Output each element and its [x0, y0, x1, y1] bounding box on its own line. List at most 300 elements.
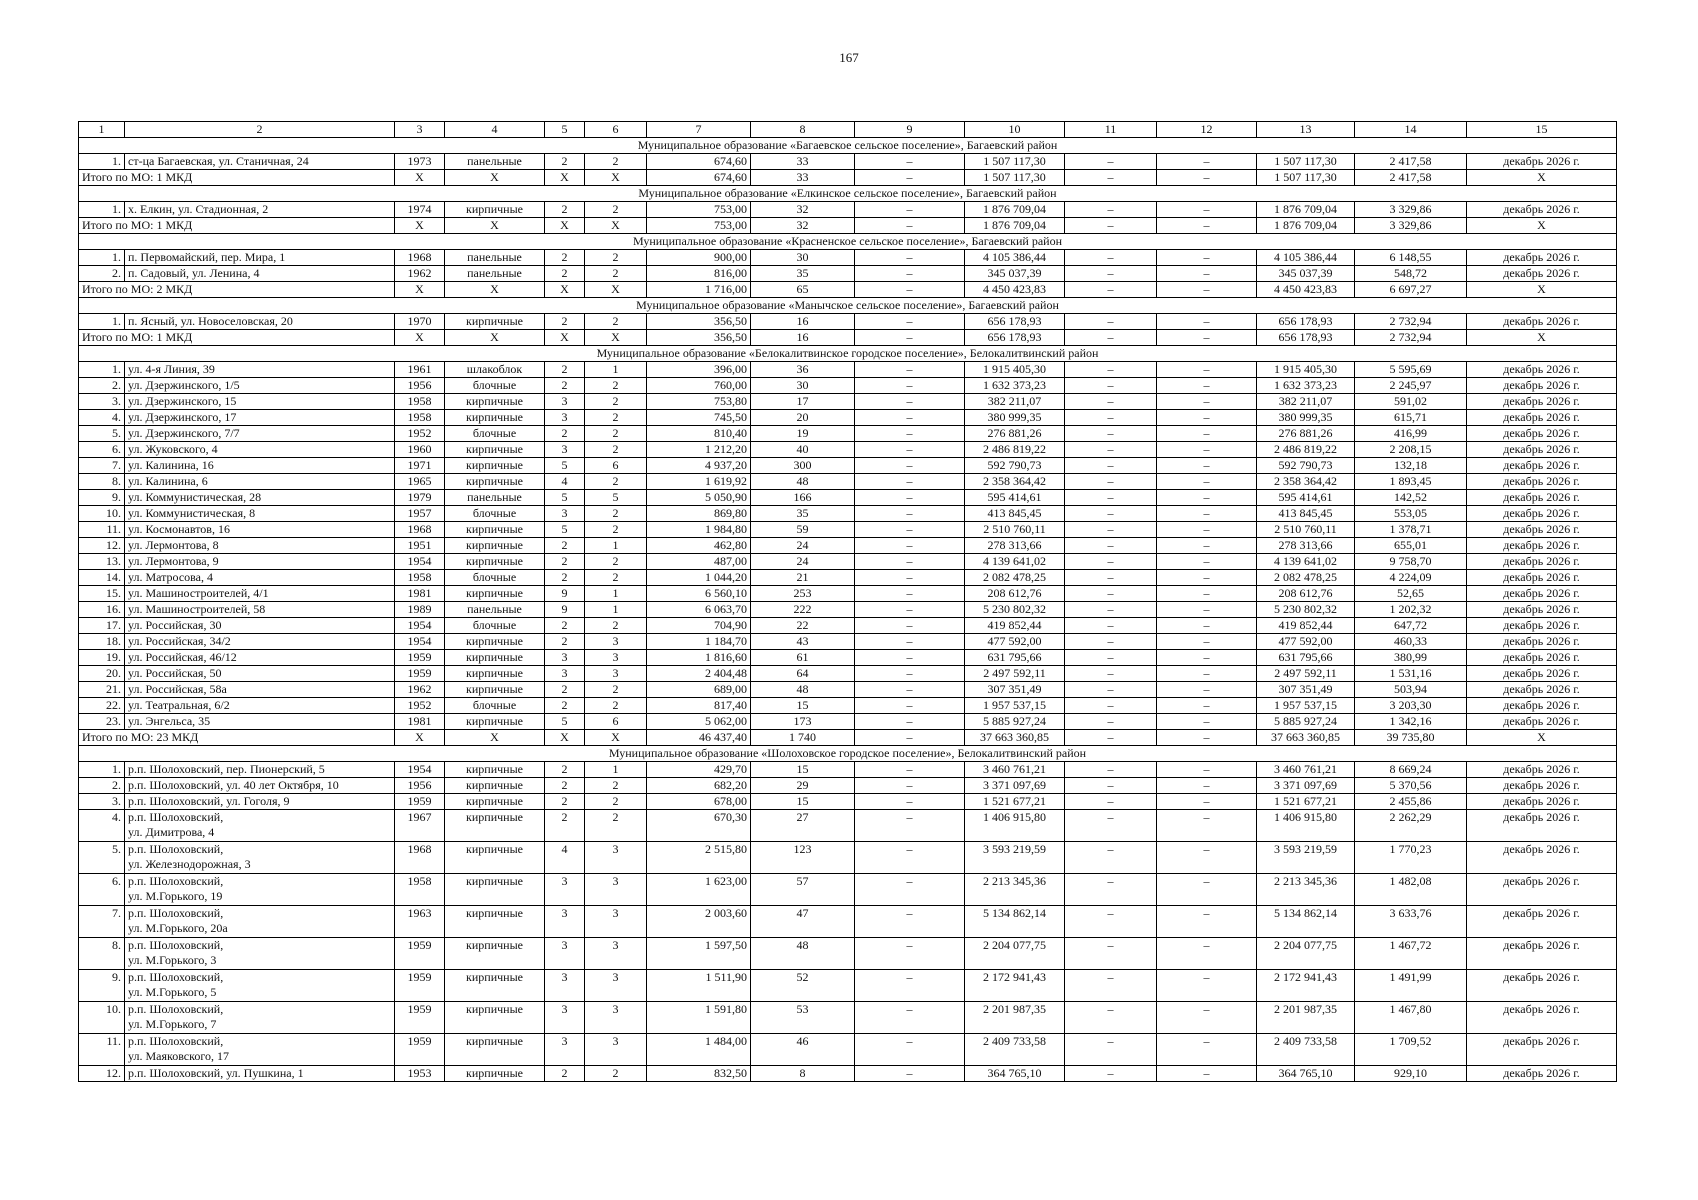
- cell-mat: кирпичные: [445, 714, 545, 730]
- cell-ent: 3: [585, 666, 647, 682]
- cell-year: 1963: [395, 906, 445, 938]
- cell-c13: 2 172 941,43: [1257, 970, 1355, 1002]
- municipality-title: Муниципальное образование «Манычское сельское поселение», Багаевский район: [79, 298, 1617, 314]
- cell-c12: –: [1157, 394, 1257, 410]
- section-header-row: [79, 346, 1617, 362]
- cell-fl: 2: [545, 154, 585, 170]
- total-label: Итого по МО: 23 МКД: [79, 730, 395, 746]
- row-number: 3.: [79, 794, 125, 810]
- column-number-header: 12: [1157, 122, 1257, 138]
- column-number-header: 6: [585, 122, 647, 138]
- cell-c11: –: [1065, 522, 1157, 538]
- cell-area: 1 044,20: [647, 570, 751, 586]
- cell-c11: –: [1065, 682, 1157, 698]
- cell-ent: 2: [585, 426, 647, 442]
- address-cell: ул. Российская, 46/12: [125, 650, 395, 666]
- cell-mat: кирпичные: [445, 202, 545, 218]
- cell-c10: 1 957 537,15: [965, 698, 1065, 714]
- table-row: [79, 618, 1617, 634]
- address-cell: п. Первомайский, пер. Мира, 1: [125, 250, 395, 266]
- cell-c14: 5 595,69: [1355, 362, 1467, 378]
- cell-fl: 2: [545, 554, 585, 570]
- cell-c15: декабрь 2026 г.: [1467, 202, 1617, 218]
- cell-area: 1 591,80: [647, 1002, 751, 1034]
- address-cell: ул. Энгельса, 35: [125, 714, 395, 730]
- cell-c12: –: [1157, 202, 1257, 218]
- cell-c12: –: [1157, 586, 1257, 602]
- cell-c11: –: [1065, 154, 1157, 170]
- cell-c14: 1 709,52: [1355, 1034, 1467, 1066]
- row-number: 1.: [79, 250, 125, 266]
- cell-c12: –: [1157, 554, 1257, 570]
- address-line-2: ул. Димитрова, 4: [128, 825, 215, 839]
- cell-ent: 2: [585, 442, 647, 458]
- column-number-header: 5: [545, 122, 585, 138]
- cell-c15: декабрь 2026 г.: [1467, 442, 1617, 458]
- cell-c11: –: [1065, 602, 1157, 618]
- cell-c10: 4 105 386,44: [965, 250, 1065, 266]
- cell-c14: 2 455,86: [1355, 794, 1467, 810]
- total-c10: 1 876 709,04: [965, 218, 1065, 234]
- cell-year: 1968: [395, 522, 445, 538]
- cell-c14: 647,72: [1355, 618, 1467, 634]
- cell-fl: 9: [545, 602, 585, 618]
- cell-c14: 1 531,16: [1355, 666, 1467, 682]
- address-cell: ул. Дзержинского, 1/5: [125, 378, 395, 394]
- cell-c12: –: [1157, 250, 1257, 266]
- cell-area: 462,80: [647, 538, 751, 554]
- cell-mat: панельные: [445, 266, 545, 282]
- cell-fl: 3: [545, 410, 585, 426]
- cell-res: 24: [751, 538, 855, 554]
- table-row: [79, 682, 1617, 698]
- cell-area: 5 050,90: [647, 490, 751, 506]
- cell-c10: 1 521 677,21: [965, 794, 1065, 810]
- cell-c9: –: [855, 762, 965, 778]
- cell-c10: 276 881,26: [965, 426, 1065, 442]
- cell-ent: 3: [585, 970, 647, 1002]
- row-number: 1.: [79, 202, 125, 218]
- cell-res: 35: [751, 506, 855, 522]
- total-c15: Х: [1467, 730, 1617, 746]
- table-row: [79, 778, 1617, 794]
- row-number: 3.: [79, 394, 125, 410]
- cell-c9: –: [855, 586, 965, 602]
- cell-c13: 477 592,00: [1257, 634, 1355, 650]
- cell-c9: –: [855, 442, 965, 458]
- cell-c11: –: [1065, 586, 1157, 602]
- cell-year: 1956: [395, 778, 445, 794]
- cell-c15: декабрь 2026 г.: [1467, 762, 1617, 778]
- cell-c15: декабрь 2026 г.: [1467, 506, 1617, 522]
- cell-c15: декабрь 2026 г.: [1467, 650, 1617, 666]
- cell-ent: 3: [585, 1034, 647, 1066]
- total-mat: Х: [445, 218, 545, 234]
- cell-c15: декабрь 2026 г.: [1467, 250, 1617, 266]
- cell-area: 1 484,00: [647, 1034, 751, 1066]
- cell-mat: панельные: [445, 154, 545, 170]
- cell-c15: декабрь 2026 г.: [1467, 474, 1617, 490]
- total-row: [79, 330, 1617, 346]
- cell-c15: декабрь 2026 г.: [1467, 1034, 1617, 1066]
- cell-year: 1968: [395, 250, 445, 266]
- row-number: 21.: [79, 682, 125, 698]
- total-row: [79, 730, 1617, 746]
- row-number: 9.: [79, 970, 125, 1002]
- row-number: 4.: [79, 810, 125, 842]
- cell-c11: –: [1065, 810, 1157, 842]
- cell-c10: 3 371 097,69: [965, 778, 1065, 794]
- cell-c12: –: [1157, 506, 1257, 522]
- cell-c15: декабрь 2026 г.: [1467, 154, 1617, 170]
- cell-c13: 382 211,07: [1257, 394, 1355, 410]
- cell-c9: –: [855, 938, 965, 970]
- address-line-1: р.п. Шолоховский,: [128, 842, 224, 856]
- cell-c10: 382 211,07: [965, 394, 1065, 410]
- cell-ent: 2: [585, 474, 647, 490]
- total-label: Итого по МО: 1 МКД: [79, 170, 395, 186]
- total-c9: –: [855, 282, 965, 298]
- address-line-2: ул. М.Горького, 5: [128, 985, 217, 999]
- cell-ent: 2: [585, 1066, 647, 1082]
- cell-c12: –: [1157, 842, 1257, 874]
- cell-c10: 345 037,39: [965, 266, 1065, 282]
- total-c13: 37 663 360,85: [1257, 730, 1355, 746]
- cell-c12: –: [1157, 698, 1257, 714]
- cell-c15: декабрь 2026 г.: [1467, 1066, 1617, 1082]
- cell-year: 1981: [395, 714, 445, 730]
- cell-area: 4 937,20: [647, 458, 751, 474]
- cell-c9: –: [855, 714, 965, 730]
- cell-ent: 2: [585, 506, 647, 522]
- total-c9: –: [855, 330, 965, 346]
- cell-c13: 1 507 117,30: [1257, 154, 1355, 170]
- total-c11: –: [1065, 282, 1157, 298]
- cell-c14: 9 758,70: [1355, 554, 1467, 570]
- cell-fl: 3: [545, 442, 585, 458]
- cell-ent: 2: [585, 794, 647, 810]
- cell-area: 1 212,20: [647, 442, 751, 458]
- cell-year: 1959: [395, 1002, 445, 1034]
- cell-mat: кирпичные: [445, 1002, 545, 1034]
- total-c15: Х: [1467, 282, 1617, 298]
- cell-ent: 1: [585, 602, 647, 618]
- cell-year: 1958: [395, 874, 445, 906]
- address-cell: ул. Коммунистическая, 28: [125, 490, 395, 506]
- cell-c10: 2 082 478,25: [965, 570, 1065, 586]
- total-c9: –: [855, 170, 965, 186]
- municipality-title: Муниципальное образование «Елкинское сельское поселение», Багаевский район: [79, 186, 1617, 202]
- total-ent: Х: [585, 218, 647, 234]
- table-row: [79, 250, 1617, 266]
- cell-c13: 2 358 364,42: [1257, 474, 1355, 490]
- cell-c12: –: [1157, 458, 1257, 474]
- cell-c14: 1 467,72: [1355, 938, 1467, 970]
- cell-ent: 2: [585, 202, 647, 218]
- cell-c11: –: [1065, 842, 1157, 874]
- cell-c15: декабрь 2026 г.: [1467, 666, 1617, 682]
- cell-mat: блочные: [445, 698, 545, 714]
- cell-res: 43: [751, 634, 855, 650]
- cell-c13: 3 371 097,69: [1257, 778, 1355, 794]
- cell-c9: –: [855, 842, 965, 874]
- cell-area: 810,40: [647, 426, 751, 442]
- address-line-1: р.п. Шолоховский,: [128, 810, 224, 824]
- cell-fl: 2: [545, 314, 585, 330]
- cell-fl: 4: [545, 474, 585, 490]
- cell-year: 1974: [395, 202, 445, 218]
- cell-c9: –: [855, 682, 965, 698]
- total-mat: Х: [445, 282, 545, 298]
- cell-c10: 2 358 364,42: [965, 474, 1065, 490]
- cell-fl: 3: [545, 1002, 585, 1034]
- cell-c14: 6 148,55: [1355, 250, 1467, 266]
- address-cell: р.п. Шолоховский, ул. Гоголя, 9: [125, 794, 395, 810]
- cell-res: 64: [751, 666, 855, 682]
- section-header-row: [79, 138, 1617, 154]
- cell-c14: 2 262,29: [1355, 810, 1467, 842]
- cell-c10: 2 201 987,35: [965, 1002, 1065, 1034]
- cell-c14: 4 224,09: [1355, 570, 1467, 586]
- total-c9: –: [855, 218, 965, 234]
- address-cell: ст-ца Багаевская, ул. Станичная, 24: [125, 154, 395, 170]
- cell-c15: декабрь 2026 г.: [1467, 378, 1617, 394]
- cell-c13: 4 139 641,02: [1257, 554, 1355, 570]
- cell-c14: 1 491,99: [1355, 970, 1467, 1002]
- cell-ent: 3: [585, 938, 647, 970]
- cell-c10: 419 852,44: [965, 618, 1065, 634]
- cell-c13: 364 765,10: [1257, 1066, 1355, 1082]
- total-year: Х: [395, 282, 445, 298]
- cell-res: 47: [751, 906, 855, 938]
- table-row: [79, 1066, 1617, 1082]
- cell-c11: –: [1065, 714, 1157, 730]
- cell-c11: –: [1065, 874, 1157, 906]
- cell-mat: кирпичные: [445, 314, 545, 330]
- cell-c11: –: [1065, 442, 1157, 458]
- table-row: [79, 810, 1617, 842]
- cell-fl: 4: [545, 842, 585, 874]
- cell-area: 1 511,90: [647, 970, 751, 1002]
- cell-c11: –: [1065, 762, 1157, 778]
- cell-c9: –: [855, 250, 965, 266]
- cell-res: 32: [751, 202, 855, 218]
- column-number-header: 7: [647, 122, 751, 138]
- cell-fl: 2: [545, 634, 585, 650]
- column-number-header: 11: [1065, 122, 1157, 138]
- cell-fl: 3: [545, 906, 585, 938]
- cell-c12: –: [1157, 442, 1257, 458]
- address-cell: ул. Жуковского, 4: [125, 442, 395, 458]
- cell-res: 24: [751, 554, 855, 570]
- cell-area: 682,20: [647, 778, 751, 794]
- cell-year: 1954: [395, 554, 445, 570]
- total-c13: 4 450 423,83: [1257, 282, 1355, 298]
- cell-c10: 3 593 219,59: [965, 842, 1065, 874]
- cell-c11: –: [1065, 618, 1157, 634]
- cell-c15: декабрь 2026 г.: [1467, 554, 1617, 570]
- cell-mat: кирпичные: [445, 522, 545, 538]
- cell-c13: 4 105 386,44: [1257, 250, 1355, 266]
- table-row: [79, 666, 1617, 682]
- cell-area: 1 623,00: [647, 874, 751, 906]
- address-cell: ул. Калинина, 6: [125, 474, 395, 490]
- table-row: [79, 490, 1617, 506]
- cell-mat: кирпичные: [445, 666, 545, 682]
- cell-c15: декабрь 2026 г.: [1467, 618, 1617, 634]
- cell-c11: –: [1065, 778, 1157, 794]
- cell-area: 674,60: [647, 154, 751, 170]
- cell-c11: –: [1065, 1066, 1157, 1082]
- cell-area: 1 619,92: [647, 474, 751, 490]
- cell-area: 900,00: [647, 250, 751, 266]
- cell-c12: –: [1157, 474, 1257, 490]
- cell-c13: 1 632 373,23: [1257, 378, 1355, 394]
- cell-res: 57: [751, 874, 855, 906]
- cell-c9: –: [855, 794, 965, 810]
- cell-year: 1958: [395, 410, 445, 426]
- cell-area: 704,90: [647, 618, 751, 634]
- cell-year: 1954: [395, 634, 445, 650]
- cell-c11: –: [1065, 202, 1157, 218]
- table-row: [79, 842, 1617, 874]
- cell-c14: 1 378,71: [1355, 522, 1467, 538]
- cell-area: 1 816,60: [647, 650, 751, 666]
- cell-res: 53: [751, 1002, 855, 1034]
- cell-c10: 1 507 117,30: [965, 154, 1065, 170]
- cell-fl: 5: [545, 522, 585, 538]
- cell-mat: блочные: [445, 426, 545, 442]
- column-number-header: 4: [445, 122, 545, 138]
- cell-c15: декабрь 2026 г.: [1467, 1002, 1617, 1034]
- cell-c13: 595 414,61: [1257, 490, 1355, 506]
- total-c15: Х: [1467, 218, 1617, 234]
- address-cell: [125, 1034, 395, 1066]
- address-line-1: р.п. Шолоховский,: [128, 1034, 224, 1048]
- table-row: [79, 362, 1617, 378]
- cell-c10: 592 790,73: [965, 458, 1065, 474]
- cell-c9: –: [855, 474, 965, 490]
- row-number: 4.: [79, 410, 125, 426]
- cell-c10: 2 409 733,58: [965, 1034, 1065, 1066]
- table-row: [79, 554, 1617, 570]
- cell-fl: 2: [545, 266, 585, 282]
- cell-c9: –: [855, 314, 965, 330]
- cell-c9: –: [855, 970, 965, 1002]
- total-ent: Х: [585, 170, 647, 186]
- cell-c10: 1 876 709,04: [965, 202, 1065, 218]
- cell-c12: –: [1157, 1066, 1257, 1082]
- cell-area: 832,50: [647, 1066, 751, 1082]
- cell-c9: –: [855, 266, 965, 282]
- cell-res: 40: [751, 442, 855, 458]
- cell-res: 22: [751, 618, 855, 634]
- address-line-2: ул. Железнодорожная, 3: [128, 857, 251, 871]
- total-label: Итого по МО: 2 МКД: [79, 282, 395, 298]
- cell-c13: 2 486 819,22: [1257, 442, 1355, 458]
- total-year: Х: [395, 218, 445, 234]
- cell-fl: 5: [545, 490, 585, 506]
- cell-year: 1954: [395, 618, 445, 634]
- cell-fl: 2: [545, 810, 585, 842]
- total-c12: –: [1157, 330, 1257, 346]
- cell-c9: –: [855, 554, 965, 570]
- cell-c15: декабрь 2026 г.: [1467, 714, 1617, 730]
- address-cell: п. Садовый, ул. Ленина, 4: [125, 266, 395, 282]
- table-row: [79, 1002, 1617, 1034]
- cell-c12: –: [1157, 378, 1257, 394]
- cell-c14: 460,33: [1355, 634, 1467, 650]
- cell-ent: 1: [585, 586, 647, 602]
- cell-ent: 1: [585, 762, 647, 778]
- cell-c15: декабрь 2026 г.: [1467, 490, 1617, 506]
- cell-mat: кирпичные: [445, 778, 545, 794]
- cell-c14: 1 482,08: [1355, 874, 1467, 906]
- cell-c9: –: [855, 378, 965, 394]
- cell-c13: 2 201 987,35: [1257, 1002, 1355, 1034]
- cell-year: 1952: [395, 698, 445, 714]
- total-ent: Х: [585, 730, 647, 746]
- cell-ent: 2: [585, 810, 647, 842]
- address-cell: [125, 938, 395, 970]
- cell-area: 816,00: [647, 266, 751, 282]
- cell-fl: 3: [545, 970, 585, 1002]
- table-row: [79, 506, 1617, 522]
- row-number: 10.: [79, 506, 125, 522]
- cell-c14: 929,10: [1355, 1066, 1467, 1082]
- address-cell: ул. Театральная, 6/2: [125, 698, 395, 714]
- cell-c12: –: [1157, 1002, 1257, 1034]
- cell-c12: –: [1157, 810, 1257, 842]
- table-row: [79, 394, 1617, 410]
- cell-c10: 380 999,35: [965, 410, 1065, 426]
- cell-mat: панельные: [445, 602, 545, 618]
- address-line-2: ул. М.Горького, 7: [128, 1017, 217, 1031]
- total-row: [79, 218, 1617, 234]
- row-number: 2.: [79, 778, 125, 794]
- cell-year: 1959: [395, 650, 445, 666]
- cell-c11: –: [1065, 554, 1157, 570]
- cell-c12: –: [1157, 634, 1257, 650]
- cell-c9: –: [855, 602, 965, 618]
- table-row: [79, 938, 1617, 970]
- cell-c13: 1 876 709,04: [1257, 202, 1355, 218]
- cell-c12: –: [1157, 362, 1257, 378]
- total-fl: Х: [545, 218, 585, 234]
- address-cell: [125, 810, 395, 842]
- municipality-title: Муниципальное образование «Багаевское сельское поселение», Багаевский район: [79, 138, 1617, 154]
- cell-ent: 6: [585, 458, 647, 474]
- cell-c11: –: [1065, 474, 1157, 490]
- column-number-header: 1: [79, 122, 125, 138]
- housing-repair-table: [78, 121, 1617, 1082]
- cell-c14: 2 245,97: [1355, 378, 1467, 394]
- row-number: 8.: [79, 938, 125, 970]
- total-row: [79, 170, 1617, 186]
- cell-c12: –: [1157, 874, 1257, 906]
- cell-c9: –: [855, 906, 965, 938]
- cell-year: 1957: [395, 506, 445, 522]
- row-number: 5.: [79, 426, 125, 442]
- cell-c14: 5 370,56: [1355, 778, 1467, 794]
- cell-fl: 2: [545, 618, 585, 634]
- column-number-header: 14: [1355, 122, 1467, 138]
- table-row: [79, 602, 1617, 618]
- cell-year: 1962: [395, 682, 445, 698]
- page-number: 167: [839, 50, 859, 65]
- address-cell: ул. 4-я Линия, 39: [125, 362, 395, 378]
- row-number: 2.: [79, 378, 125, 394]
